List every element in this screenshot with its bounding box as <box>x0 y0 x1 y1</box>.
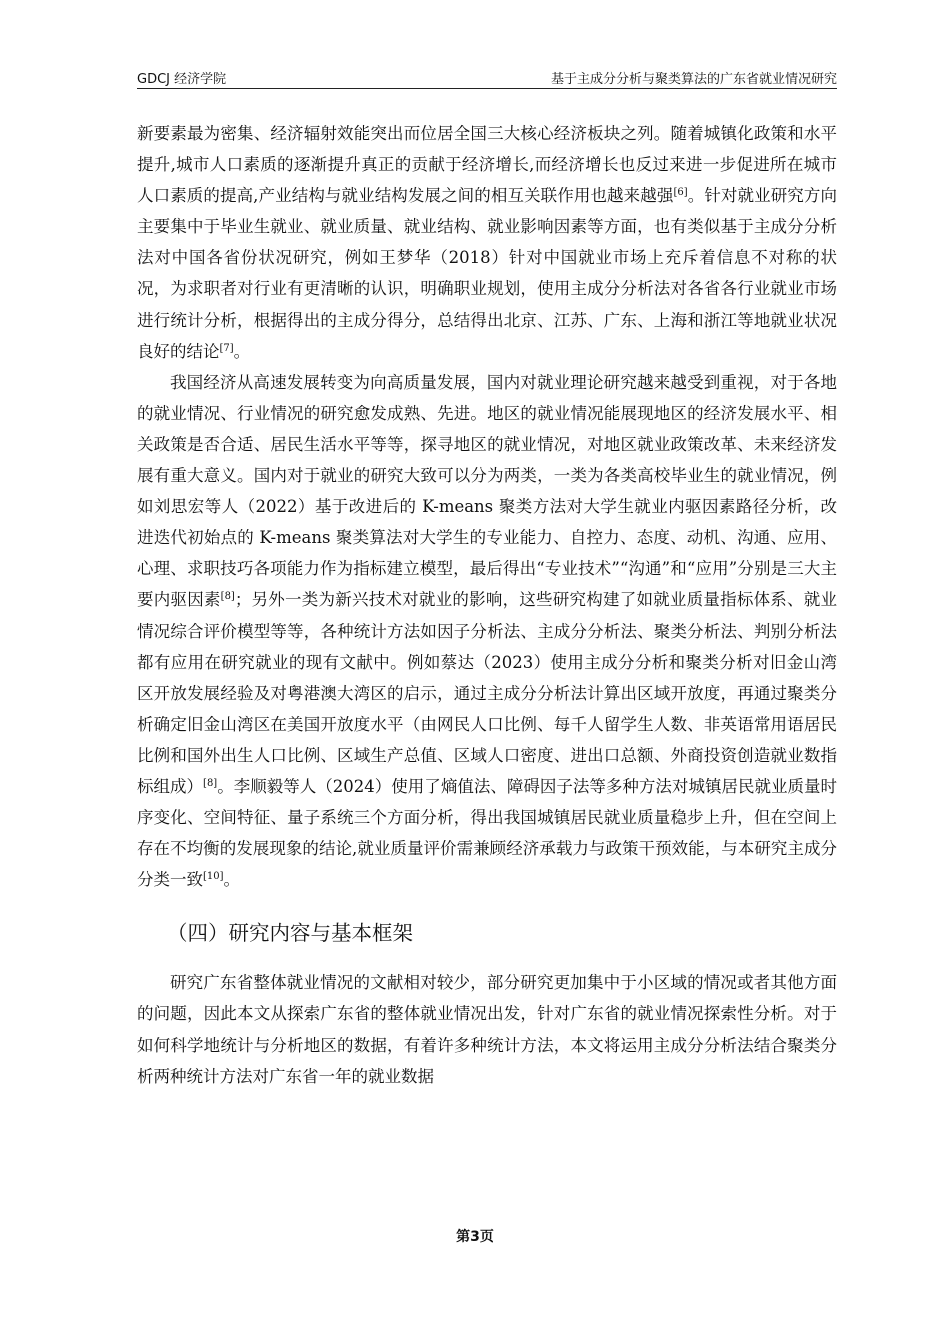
citation-8a: [8] <box>220 591 235 603</box>
paragraph-1-text-2: 。针对就业研究方向主要集中于毕业生就业、就业质量、就业结构、就业影响因素等方面，也有类似基于主成分分析法对中国各省份状况研究，例如王梦华（2018）针对中国就业市场上充斥着信息不对称的状况，为求职者对行业有更清晰的认识，明确职业规划，使用主成分分析法对各省各行业就业市场进行统计分析，根据得出的主成分得分，总结得出北京、江苏、广东、上海和浙江等地就业状况良好的结论 <box>137 186 837 361</box>
paragraph-2-text-2: ；另外一类为新兴技术对就业的影响，这些研究构建了如就业质量指标体系、就业情况综合评价模型等等，各种统计方法如因子分析法、主成分分析法、聚类分析法、判别分析法都有应用在研究就业的现有文献中。例如蔡达（2023）使用主成分分析和聚类分析对旧金山湾区开放发展经验及对粤港澳大湾区的启示，通过主成分分析法计算出区域开放度，再通过聚类分析确定旧金山湾区在美国开放度水平（由网民人口比例、每千人留学生人数、非英语常用语居民比例和国外出生人口比例、区域生产总值、区域人口密度、进出口总额、外商投资创造就业数指标组成） <box>137 590 838 796</box>
citation-7: [7] <box>219 342 234 354</box>
citation-8b: [8] <box>203 777 218 789</box>
paragraph-3-text: 研究广东省整体就业情况的文献相对较少，部分研究更加集中于小区域的情况或者其他方面的问题，因此本文从探索广东省的整体就业情况出发，针对广东省的就业情况探索性分析。对于如何科学地统计与分析地区的数据，有着许多种统计方法，本文将运用主成分分析法结合聚类分析两种统计方法对广东省一年的就业数据 <box>137 973 837 1086</box>
paragraph-2-text-4: 。 <box>223 870 241 890</box>
paragraph-2-text-3: 。李顺毅等人（2024）使用了熵值法、障碍因子法等多种方法对城镇居民就业质量时序变化、空间特征、量子系统三个方面分析，得出我国城镇居民就业质量稳步上升，但在空间上存在不均衡的发展现象的结论,就业质量评价需兼顾经济承载力与政策干预效能，与本研究主成分分类一致 <box>137 776 838 890</box>
section-heading: （四）研究内容与基本框架 <box>167 921 413 946</box>
paragraph-2-text-1: 我国经济从高速发展转变为向高质量发展，国内对就业理论研究越来越受到重视，对于各地的就业情况、行业情况的研究愈发成熟、先进。地区的就业情况能展现地区的经济发展水平、相关政策是否合适、居民生活水平等等，探寻地区的就业情况，对地区就业政策改革、未来经济发展有重大意义。国内对于就业的研究大致可以分为两类，一类为各类高校毕业生的就业情况，例如刘思宏等人（2022）基于改进后的 K-means 聚类方法对大学生就业内驱因素路径分析，改进迭代初始点的 K-means 聚类算法对大学生的专业能力、自控力、态度、动机、沟通、应用、心理、求职技巧各项能力作为指标建立模型，最后得出“专业技术”“沟通”和“应用”分别是三大主要内驱因素 <box>137 372 837 610</box>
paragraph-3 <box>137 967 837 1091</box>
citation-10: [10] <box>203 871 224 883</box>
header-institution: GDCJ 经济学院 <box>137 72 227 87</box>
header-paper-title: 基于主成分分析与聚类算法的广东省就业情况研究 <box>550 72 837 87</box>
page-body <box>137 118 837 1092</box>
paragraph-1-text-1: 新要素最为密集、经济辐射效能突出而位居全国三大核心经济板块之列。随着城镇化政策和水平提升,城市人口素质的逐渐提升真正的贡献于经济增长,而经济增长也反过来进一步促进所在城市人口素质的提高,产业结构与就业结构发展之间的相互关联作用也越来越强 <box>137 124 837 206</box>
paragraph-1-text-3: 。 <box>233 341 251 361</box>
paragraph-2 <box>137 367 837 896</box>
citation-6: [6] <box>673 187 688 199</box>
page-header <box>137 66 837 89</box>
page-number: 第3页 <box>456 1229 494 1245</box>
paragraph-1 <box>137 118 837 367</box>
